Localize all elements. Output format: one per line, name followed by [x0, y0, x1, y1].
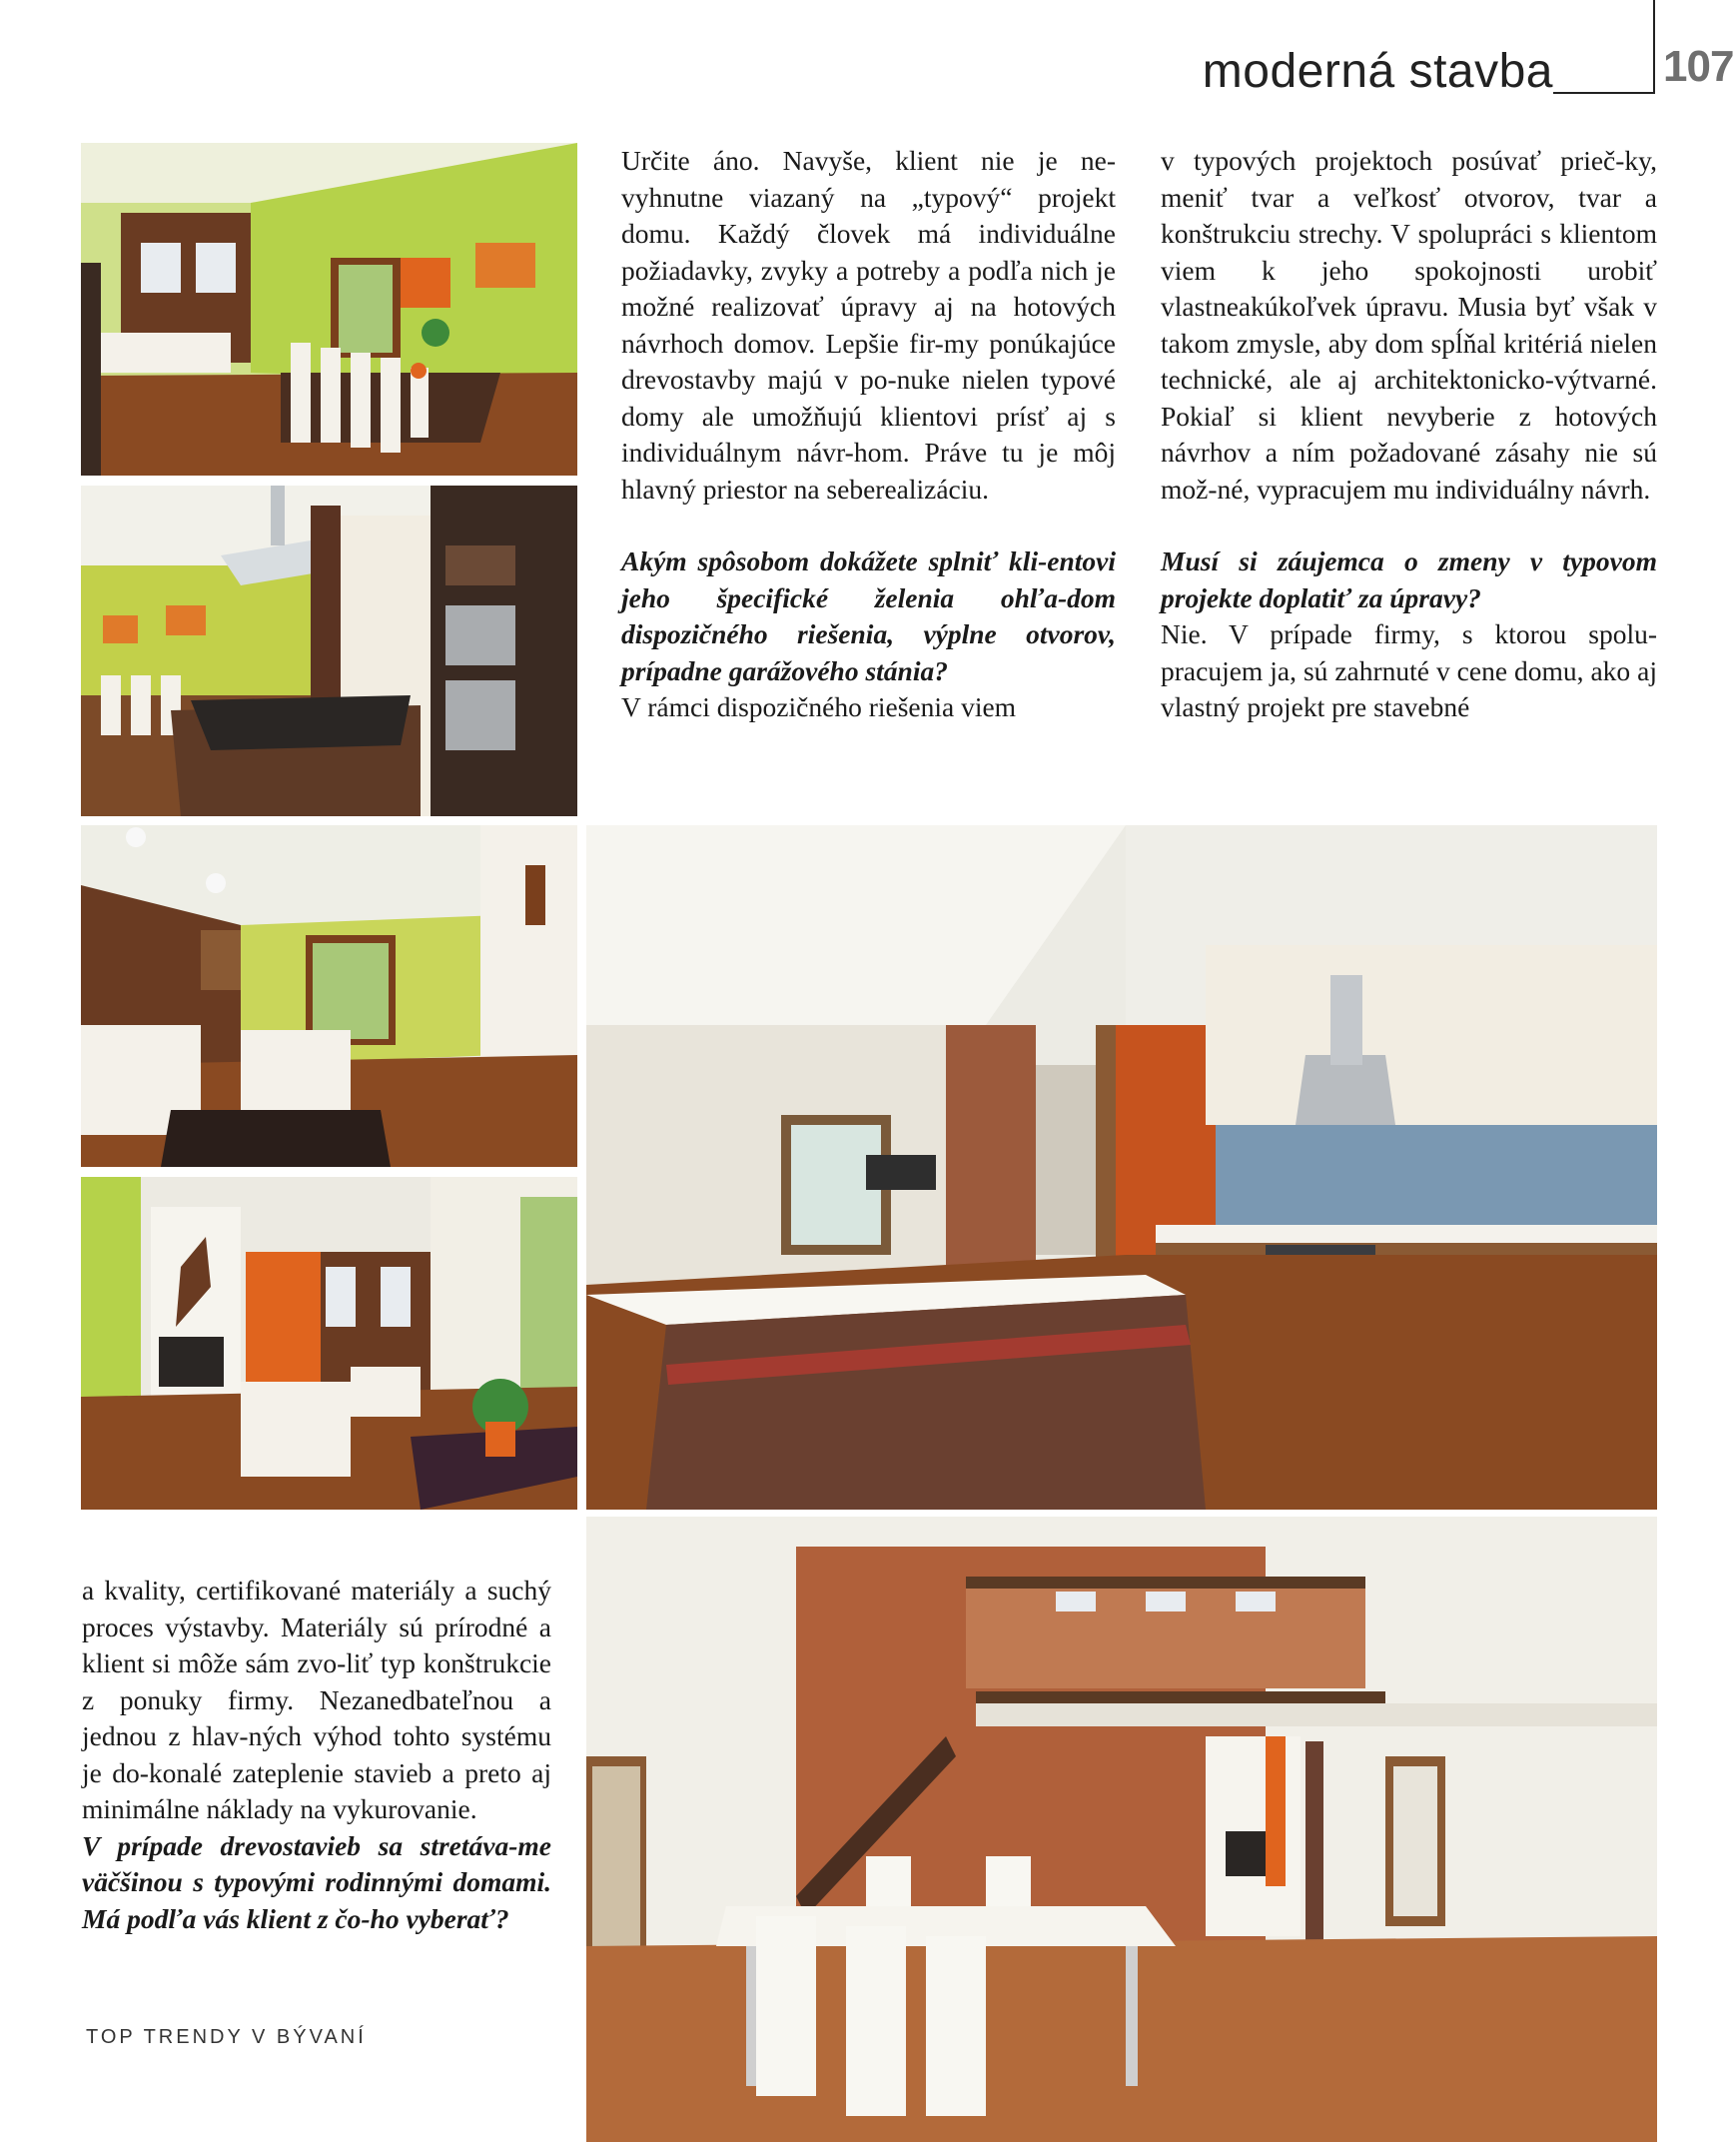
photo-dining-room [81, 143, 577, 476]
text-column-1 [621, 143, 1116, 726]
section-title: moderná stavba [1202, 45, 1553, 98]
photo-living-room [81, 825, 577, 1167]
photo-loft-dining [586, 1517, 1657, 2142]
paragraph: Nie. V prípade firmy, s ktorou spolu-pracujem ja, sú zahrnuté v cene domu, ako aj vlastný projekt pre stavebné [1161, 618, 1657, 722]
text-column-2 [1161, 143, 1657, 726]
photo-fireplace-room [81, 1177, 577, 1510]
interview-question: Akým spôsobom dokážete splniť kli-entovi jeho špecifické želenia ohľa-dom dispozičného riešenia, výplne otvorov, prípadne garážového stánia? [621, 545, 1116, 686]
header-vertical-rule [1653, 0, 1655, 94]
magazine-footer: TOP TRENDY V BÝVANÍ [86, 2026, 367, 2048]
photo-open-kitchen [586, 825, 1657, 1510]
paragraph: v typových projektoch posúvať prieč-ky, meniť tvar a veľkosť otvorov, tvar a konštrukciu strechy. V spolupráci s klientom viem k jeho spokojnosti urobiť vlastneakúkoľvek úpravu. Musia byť však v takom zmysle, aby dom spĺňal kritériá nielen technické, ale aj architektonicko-výtvarné. Pokiaľ si klient nevyberie z hotových návrhov a ním požadované zásahy nie sú mož-né, vypracujem mu individuálny návrh. [1161, 145, 1657, 505]
header-rule [1553, 92, 1653, 94]
paragraph: V rámci dispozičného riešenia viem [621, 691, 1017, 722]
interview-question: V prípade drevostavieb sa stretáva-me väčšinou s typovými rodinnými domami. Má podľa vás klient z čo-ho vyberať? [82, 1829, 551, 1934]
photo-kitchen-island [81, 486, 577, 816]
paragraph: a kvality, certifikované materiály a suchý proces výstavby. Materiály sú prírodné a klient si môže sám zvo-liť typ konštrukcie z ponuky firmy. Nezanedbateľnou a jednou z hlav-ných výhod tohto systému je do-konalé zateplenie stavieb a preto aj minimálne náklady na vykurovanie. [82, 1575, 551, 1824]
text-column-3 [82, 1573, 551, 1937]
paragraph: Určite áno. Navyše, klient nie je ne-vyhnutne viazaný na „typový“ projekt domu. Každý človek má individuálne požiadavky, zvyky a potreby a podľa nich je možné realizovať úpravy aj na hotových návrhoch domov. Lepšie fir-my ponúkajúce drevostavby majú v po-nuke nielen typové domy ale umožňujú klientovi prísť aj s individuálnym návr-hom. Práve tu je môj hlavný priestor na seberealizáciu. [621, 145, 1116, 505]
interview-question: Musí si záujemca o zmeny v typovom projekte doplatiť za úpravy? [1161, 545, 1657, 613]
page-number: 107 [1663, 42, 1734, 91]
